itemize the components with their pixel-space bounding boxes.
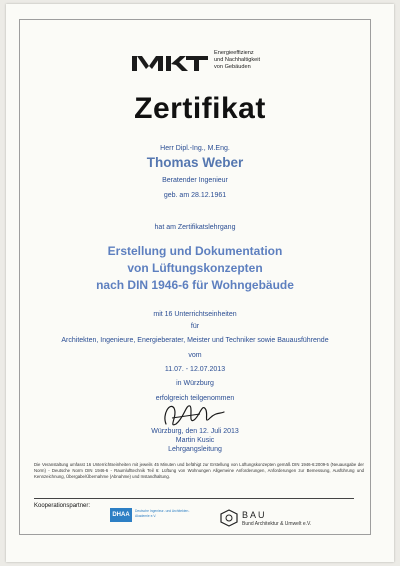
logo-line-1: Energieeffizienz xyxy=(214,50,254,56)
sign-position: Lehrgangsleitung xyxy=(168,446,222,453)
course-dates: 11.07. - 12.07.2013 xyxy=(164,366,226,373)
course-line-2: von Lüftungskonzepten xyxy=(127,261,263,275)
for-text: für xyxy=(190,323,200,330)
audience-text: Architekten, Ingenieure, Energieberater, Meister und Techniker sowie Bauausführende xyxy=(61,337,329,344)
recipient-salutation: Herr Dipl.-Ing., M.Eng. xyxy=(160,145,230,152)
intro-text: hat am Zertifikatslehrgang xyxy=(154,224,236,231)
logo-line-3: von Gebäuden xyxy=(214,64,251,70)
logo-line-2: und Nachhaltigkeit xyxy=(214,57,261,63)
course-location: in Würzburg xyxy=(176,380,214,387)
recipient-birthdate: geb. am 28.12.1961 xyxy=(163,192,227,199)
result-text: erfolgreich teilgenommen xyxy=(155,395,235,402)
footer-divider xyxy=(34,498,354,499)
dhaa-logo: DHAA xyxy=(110,508,132,522)
bau-hexagon-icon xyxy=(219,509,239,527)
recipient-name: Thomas Weber xyxy=(146,155,244,170)
mkt-logo-mark xyxy=(132,52,210,74)
sign-person: Martin Kusic xyxy=(175,437,215,444)
units-text: mit 16 Unterrichtseinheiten xyxy=(153,311,237,318)
footer-description: Die Veranstaltung umfasst 16 Unterrichtseinheiten mit jeweils 45 Minuten und befähigt zur Erstellung von Lüftungskonzepten gemäß DIN 1946-6:2009-5 (Neuausgabe der Norm) - Deutsche Norm DIN 1946-6 - Raumlufttechnik Teil 6: Lüftung von Wohnungen Allgemeine Anforderungen, Anforderungen zur Bemessung, Ausführung und Kennzeichnung, Übergabe/Übernahme (Abnahme) und Instandhaltung. xyxy=(34,462,364,479)
from-text: vom xyxy=(188,352,202,359)
certificate-title: Zertifikat xyxy=(134,92,266,125)
course-line-3: nach DIN 1946-6 für Wohngebäude xyxy=(96,278,294,292)
bau-logo-name: BAU xyxy=(242,510,267,520)
course-line-1: Erstellung und Dokumentation xyxy=(107,244,283,258)
recipient-role: Beratender Ingenieur xyxy=(162,177,228,184)
logo-caption xyxy=(214,50,294,71)
bau-logo-caption: Bund Architektur & Umwelt e.V. xyxy=(242,521,312,527)
cooperation-label: Kooperationspartner: xyxy=(34,503,91,509)
sign-place-date: Würzburg, den 12. Juli 2013 xyxy=(151,428,239,435)
dhaa-caption: Deutsche Ingenieur- und Architekten-Akademie e.V. xyxy=(135,509,190,518)
